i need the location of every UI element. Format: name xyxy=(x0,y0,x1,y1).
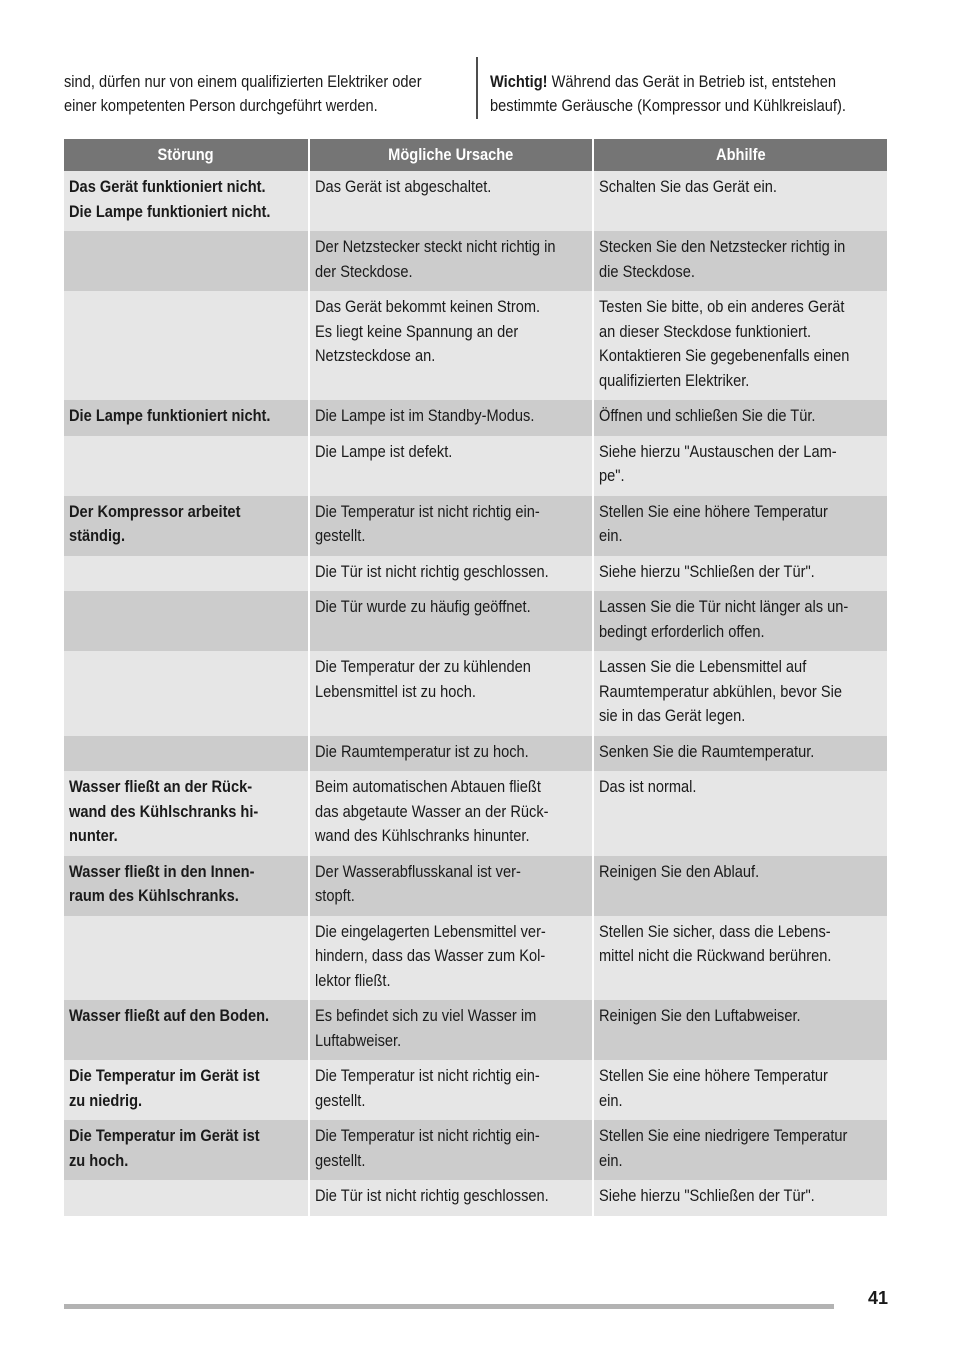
problem-cell: Wasser fließt an der Rück- wand des Kühlschranks hi- nunter. xyxy=(64,771,310,856)
problem-cell: Wasser fließt in den Innen- raum des Kühlschranks. xyxy=(64,856,310,916)
header-stoerung: Störung xyxy=(64,139,310,171)
intro-right-paragraph xyxy=(490,70,920,118)
remedy-cell: Lassen Sie die Tür nicht länger als un- bedingt erforderlich offen. xyxy=(594,591,887,651)
remedy-cell: Stellen Sie eine niedrigere Temperatur ein. xyxy=(594,1120,887,1180)
header-abhilfe: Abhilfe xyxy=(594,139,887,171)
remedy-cell: Stellen Sie eine höhere Temperatur ein. xyxy=(594,496,887,556)
intro-right-wrapper xyxy=(490,70,846,118)
cause-cell: Beim automatischen Abtauen fließt das abgetaute Wasser an der Rück- wand des Kühlschranks hinunter. xyxy=(310,771,594,856)
cause-cell: Die Lampe ist im Standby-Modus. xyxy=(310,400,594,436)
table-row xyxy=(64,1120,887,1180)
table-row xyxy=(64,591,887,651)
remedy-cell: Öffnen und schließen Sie die Tür. xyxy=(594,400,887,436)
table-row xyxy=(64,231,887,291)
cause-cell: Das Gerät bekommt keinen Strom. Es liegt keine Spannung an der Netzsteckdose an. xyxy=(310,291,594,400)
remedy-cell: Stecken Sie den Netzstecker richtig in die Steckdose. xyxy=(594,231,887,291)
problem-cell: Die Temperatur im Gerät ist zu niedrig. xyxy=(64,1060,310,1120)
remedy-cell: Schalten Sie das Gerät ein. xyxy=(594,171,887,231)
cause-cell: Der Netzstecker steckt nicht richtig in der Steckdose. xyxy=(310,231,594,291)
table-row xyxy=(64,1180,887,1216)
footer-rule xyxy=(64,1304,834,1309)
table-row xyxy=(64,736,887,772)
problem-cell xyxy=(64,556,310,592)
intro-right-text: Während das Gerät in Betrieb ist, entstehen bestimmte Geräusche (Kompressor und Kühlkreislauf). xyxy=(490,72,846,115)
remedy-cell: Reinigen Sie den Luftabweiser. xyxy=(594,1000,887,1060)
table-row xyxy=(64,556,887,592)
remedy-cell: Testen Sie bitte, ob ein anderes Gerät an dieser Steckdose funktioniert. Kontaktieren Sie gegebenenfalls einen qualifizierten Elektriker. xyxy=(594,291,887,400)
table-row xyxy=(64,856,887,916)
cause-cell: Die Tür ist nicht richtig geschlossen. xyxy=(310,556,594,592)
cause-cell: Die Temperatur ist nicht richtig ein- gestellt. xyxy=(310,1060,594,1120)
problem-cell xyxy=(64,231,310,291)
remedy-cell: Siehe hierzu "Austauschen der Lam- pe". xyxy=(594,436,887,496)
problem-cell xyxy=(64,591,310,651)
problem-cell xyxy=(64,916,310,1001)
page-number: 41 xyxy=(868,1288,889,1308)
cause-cell: Es befindet sich zu viel Wasser im Luftabweiser. xyxy=(310,1000,594,1060)
remedy-cell: Reinigen Sie den Ablauf. xyxy=(594,856,887,916)
problem-cell: Wasser fließt auf den Boden. xyxy=(64,1000,310,1060)
remedy-cell: Siehe hierzu "Schließen der Tür". xyxy=(594,556,887,592)
remedy-cell: Das ist normal. xyxy=(594,771,887,856)
problem-cell xyxy=(64,436,310,496)
remedy-cell: Stellen Sie sicher, dass die Lebens- mittel nicht die Rückwand berühren. xyxy=(594,916,887,1001)
table-row xyxy=(64,916,887,1001)
cause-cell: Die Raumtemperatur ist zu hoch. xyxy=(310,736,594,772)
table-row xyxy=(64,400,887,436)
problem-cell xyxy=(64,736,310,772)
remedy-cell: Senken Sie die Raumtemperatur. xyxy=(594,736,887,772)
cause-cell: Die Lampe ist defekt. xyxy=(310,436,594,496)
table-row xyxy=(64,436,887,496)
remedy-cell: Stellen Sie eine höhere Temperatur ein. xyxy=(594,1060,887,1120)
problem-cell xyxy=(64,1180,310,1216)
table-row xyxy=(64,1060,887,1120)
important-label: Wichtig! xyxy=(490,72,548,91)
cause-cell: Die Temperatur ist nicht richtig ein- gestellt. xyxy=(310,496,594,556)
table-row xyxy=(64,651,887,736)
problem-cell xyxy=(64,291,310,400)
table-row xyxy=(64,771,887,856)
problem-cell: Die Temperatur im Gerät ist zu hoch. xyxy=(64,1120,310,1180)
intro-left-text: sind, dürfen nur von einem qualifizierten Elektriker oder einer kompetenten Person durchgeführt werden. xyxy=(64,72,422,115)
table-row xyxy=(64,496,887,556)
table-row xyxy=(64,291,887,400)
cause-cell: Die Tür ist nicht richtig geschlossen. xyxy=(310,1180,594,1216)
cause-cell: Die Temperatur ist nicht richtig ein- gestellt. xyxy=(310,1120,594,1180)
intro-left-paragraph xyxy=(64,70,484,118)
header-ursache: Mögliche Ursache xyxy=(310,139,594,171)
problem-cell: Das Gerät funktioniert nicht. Die Lampe funktioniert nicht. xyxy=(64,171,310,231)
cause-cell: Die Temperatur der zu kühlenden Lebensmittel ist zu hoch. xyxy=(310,651,594,736)
table-row xyxy=(64,171,887,231)
troubleshooting-table xyxy=(64,139,887,1216)
problem-cell: Der Kompressor arbeitet ständig. xyxy=(64,496,310,556)
problem-cell: Die Lampe funktioniert nicht. xyxy=(64,400,310,436)
table-header-row xyxy=(64,139,887,171)
problem-cell xyxy=(64,651,310,736)
remedy-cell: Lassen Sie die Lebensmittel auf Raumtemperatur abkühlen, bevor Sie sie in das Gerät legen. xyxy=(594,651,887,736)
remedy-cell: Siehe hierzu "Schließen der Tür". xyxy=(594,1180,887,1216)
cause-cell: Die Tür wurde zu häufig geöffnet. xyxy=(310,591,594,651)
cause-cell: Das Gerät ist abgeschaltet. xyxy=(310,171,594,231)
column-divider xyxy=(476,57,478,119)
cause-cell: Die eingelagerten Lebensmittel ver- hindern, dass das Wasser zum Kol- lektor fließt. xyxy=(310,916,594,1001)
table-row xyxy=(64,1000,887,1060)
cause-cell: Der Wasserabflusskanal ist ver- stopft. xyxy=(310,856,594,916)
